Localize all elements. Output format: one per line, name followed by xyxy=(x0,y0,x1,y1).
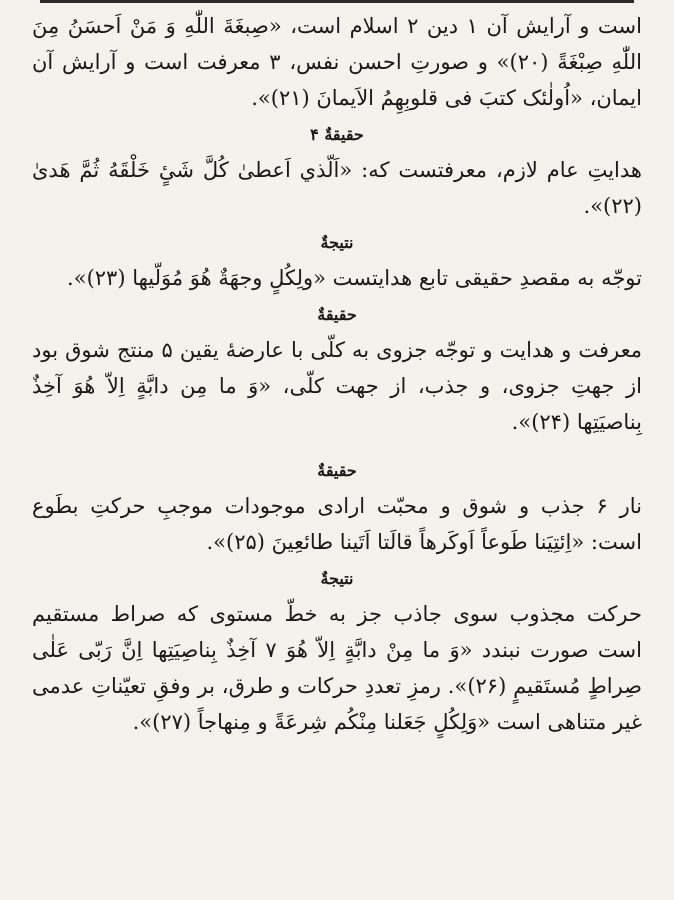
page-body xyxy=(32,8,642,740)
heading-natija-1: نتیجةٌ xyxy=(320,233,354,252)
paragraph-3: توجّه به مقصدِ حقیقی تابع هدایتست «ولِکُلٍ وجهَةٌ هُوَ مُوَلّیها (۲۳)». xyxy=(67,266,642,290)
heading-natija-2: نتیجةٌ xyxy=(320,569,354,588)
page-top-rule xyxy=(40,0,634,3)
paragraph-2: هدایتِ عام لازم، معرفتست که: «اَلّذي اَعطیٰ کُلَّ شَیٍٔ خَلْقَهُ ثُمَّ هَدیٰ (۲۲)». xyxy=(32,158,642,218)
paragraph-1: است و آرایش آن ۱ دین ۲ اسلام است، «صِبغَةَ اللّٰهِ وَ مَنْ اَحسَنُ مِنَ اللّٰهِ صِبْغَةً (۲۰)» و صورتِ احسن نفس، ۳ معرفت است و آرایش آن ایمان، «اُولٰئک کتبَ فی قلوبِهِمُ الاَیمانَ (۲۱)». xyxy=(32,14,642,110)
heading-haqiqa-2: حقیقةٌ xyxy=(317,305,357,324)
paragraph-5: نار ۶ جذب و شوق و محبّت ارادی موجودات موجبِ حرکتِ بطَوع است: «اِئتِیَنا طَوعاً اَوکَرهاً قالَتا اَتَینا طائعِینَ (۲۵)». xyxy=(32,494,642,554)
paragraph-6: حرکت مجذوب سوی جاذب جز به خطّ مستوی که صراط مستقیم است صورت نبندد «وَ ما مِنْ دابَّةٍ اِلاّ هُوَ ۷ آخِذٌ بِناصِیَتِها اِنَّ رَبّی عَلٰی صِراطٍ مُستَقیمٍ (۲۶)». رمزِ تعددِ حرکات و طرق، بر وفقِ تعیّناتِ عدمی غیر متناهی است «وَلِکُلٍ جَعَلنا مِنْکُم شِرعَةً و مِنهاجاً (۲۷)». xyxy=(32,602,642,734)
paragraph-4: معرفت و هدایت و توجّه جزوی به کلّی با عارضهٔ یقین ۵ منتج شوق بود از جهتِ جزوی، و جذب، از جهت کلّی، «وَ ما مِن دابَّةٍ اِلاّ هُوَ آخِذٌ بِناصیَتِها (۲۴)». xyxy=(32,338,642,434)
heading-haqiqa-4: حقیقةٌ ۴ xyxy=(310,125,364,144)
heading-haqiqa-3: حقیقةٌ xyxy=(317,461,357,480)
